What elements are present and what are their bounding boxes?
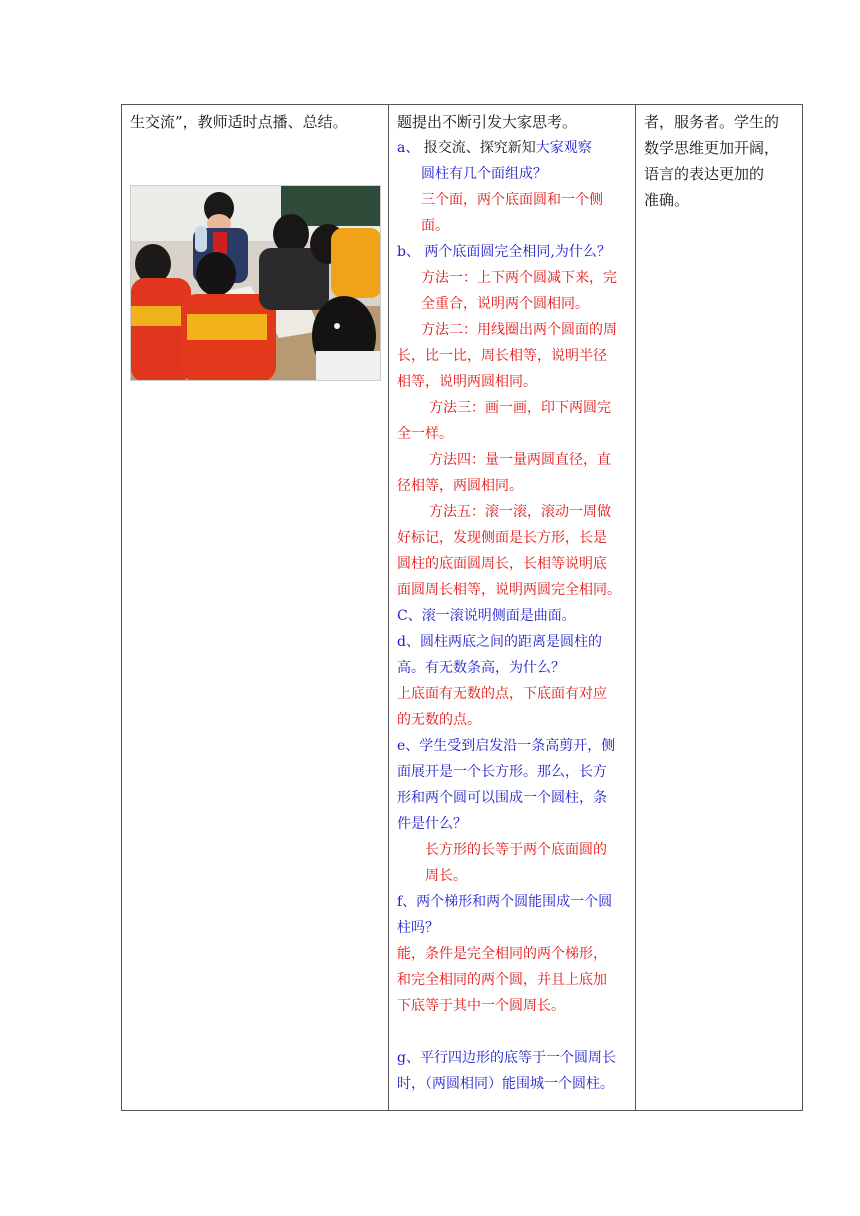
blank-line bbox=[397, 1019, 632, 1045]
student-activity-line: 圆柱的底面圆周长，长相等说明底 bbox=[397, 556, 607, 572]
student-activity-line: e、学生受到启发沿一条高剪开，侧 bbox=[397, 738, 616, 754]
student-activity-line: 高。有无数条高，为什么？ bbox=[397, 660, 565, 676]
student-activity-line: 形和两个圆可以围成一个圆柱，条 bbox=[397, 790, 607, 806]
student-activity-lines bbox=[397, 109, 632, 1097]
student-activity-line: 题提出不断引发大家思考。 bbox=[397, 113, 578, 131]
student-activity-line: g、平行四边形的底等于一个圆周长 bbox=[397, 1050, 616, 1066]
text-segment: 报交流、探究新知 bbox=[423, 140, 536, 156]
student-activity-line: 面。 bbox=[421, 218, 449, 234]
student-activity-line: b、 两个底面圆完全相同,为什么？ bbox=[397, 244, 611, 260]
student-activity-line: 方法五：滚一滚，滚动一周做 bbox=[429, 504, 611, 520]
student-activity-line: 件是什么？ bbox=[397, 816, 467, 832]
student-activity-line: 方法三：画一画，印下两圆完 bbox=[429, 400, 611, 416]
lesson-table bbox=[121, 104, 803, 1111]
student-activity-line: 好标记，发现侧面是长方形，长是 bbox=[397, 530, 607, 546]
student-activity-line: 面展开是一个长方形。那么，长方 bbox=[397, 764, 607, 780]
student-activity-line: 方法二：用线圈出两个圆面的周 bbox=[421, 322, 617, 338]
student-activity-line: 长，比一比，周长相等，说明半径 bbox=[397, 348, 607, 364]
student-activity-line: 长方形的长等于两个底面圆的 bbox=[425, 842, 607, 858]
student-activity-line: 上底面有无数的点，下底面有对应 bbox=[397, 686, 607, 702]
student-activity-line: 方法四：量一量两圆直径，直 bbox=[429, 452, 611, 468]
design-intent-lines bbox=[644, 109, 796, 213]
design-intent-line: 语言的表达更加的 bbox=[644, 165, 765, 183]
student-activity-line: 全一样。 bbox=[397, 426, 453, 442]
student-activity-line: 能，条件是完全相同的两个梯形， bbox=[397, 946, 607, 962]
student-activity-line: 圆柱有几个面组成？ bbox=[421, 166, 547, 182]
student-activity-line: C、滚一滚说明侧面是曲面。 bbox=[397, 608, 576, 624]
student-activity-line: 柱吗？ bbox=[397, 920, 439, 936]
text-segment: a、 bbox=[397, 140, 424, 156]
student-activity-line bbox=[397, 135, 632, 161]
student-activity-line: f、两个梯形和两个圆能围成一个圆 bbox=[397, 894, 613, 910]
student-activity-line: 面圆周长相等，说明两圆完全相同。 bbox=[397, 582, 621, 598]
students-group-photo bbox=[130, 185, 381, 381]
student-activity-line: 径相等，两圆相同。 bbox=[397, 478, 523, 494]
student-activity-line: 方法一：上下两个圆减下来，完 bbox=[421, 270, 617, 286]
student-activity-line: 周长。 bbox=[425, 868, 467, 884]
column-student-activity bbox=[389, 105, 636, 1110]
student-activity-line: 的无数的点。 bbox=[397, 712, 481, 728]
student-activity-line: 全重合，说明两个圆相同。 bbox=[421, 296, 589, 312]
teacher-activity-text: 生交流”，教师适时点播、总结。 bbox=[130, 113, 348, 131]
design-intent-line: 者，服务者。学生的 bbox=[644, 113, 780, 131]
student-activity-line: 三个面，两个底面圆和一个侧 bbox=[421, 192, 603, 208]
design-intent-line: 数学思维更加开阔， bbox=[644, 139, 780, 157]
student-activity-line: 和完全相同的两个圆，并且上底加 bbox=[397, 972, 607, 988]
student-activity-line: 下底等于其中一个圆周长。 bbox=[397, 998, 565, 1014]
student-activity-line: d、圆柱两底之间的距离是圆柱的 bbox=[397, 634, 602, 650]
design-intent-line: 准确。 bbox=[644, 191, 690, 209]
column-teacher-activity bbox=[122, 105, 389, 1110]
student-activity-line: 时，（两圆相同）能围城一个圆柱。 bbox=[397, 1076, 614, 1092]
column-design-intent bbox=[636, 105, 802, 1110]
student-activity-line: 相等，说明两圆相同。 bbox=[397, 374, 537, 390]
text-segment: 大家观察 bbox=[535, 140, 592, 156]
